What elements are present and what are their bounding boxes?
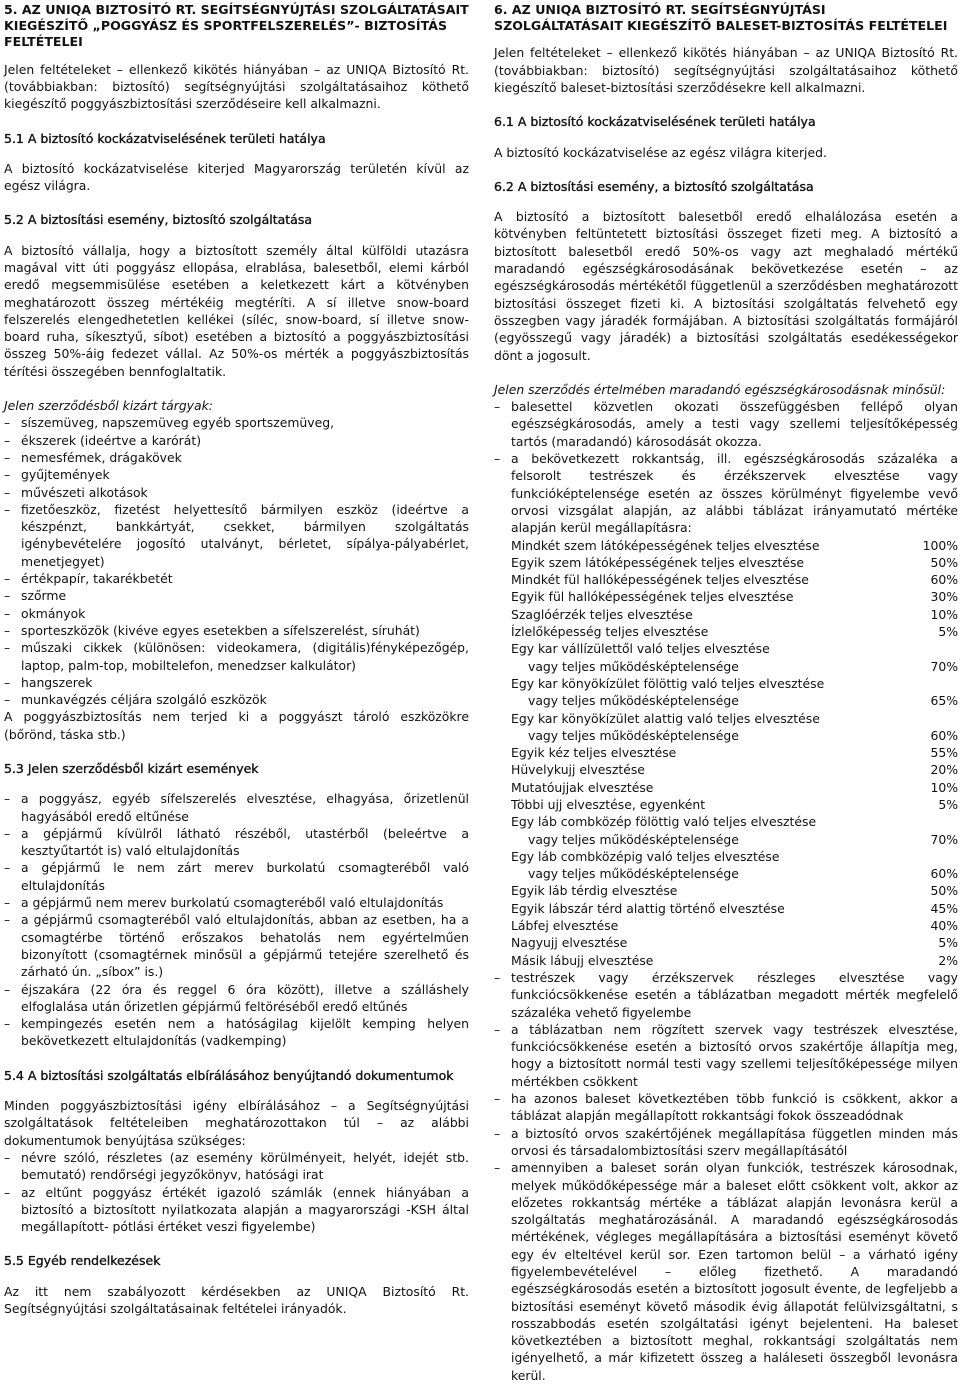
list-item: – a gépjármű kívülről látható részéből, utastérből (beleértve a kesztyűtartót is) való eltulajdonítás xyxy=(4,825,469,860)
list-item: – gyűjtemények xyxy=(4,466,469,483)
table-row-value: 65% xyxy=(930,693,958,709)
section-5-4-text: Minden poggyászbiztosítási igény elbírálásához – a Segítségnyújtási szolgáltatások feltételeiben meghatározottakon túl – az alábbi dokumentumok benyújtása szükséges: xyxy=(4,1098,469,1148)
table-row xyxy=(511,882,958,899)
list-item: – a poggyász, egyéb sífelszerelés elvesztése, elhagyása, őrizetlenül hagyásából eredő eltűnése xyxy=(4,790,469,825)
excluded-note: A poggyászbiztosítás nem terjed ki a poggyászt tároló eszközökre (bőrönd, táska stb.) xyxy=(4,709,469,742)
table-row xyxy=(511,623,958,640)
table-row-label: Egy láb combközépig való teljes elvesztése xyxy=(511,848,780,864)
excluded-items-title: Jelen szerződésből kizárt tárgyak: xyxy=(4,398,213,414)
table-row-label: Egy kar könyökízület fölöttig való teljes elvesztése xyxy=(511,675,825,691)
table-row-label: Ízlelőképesség teljes elvesztése xyxy=(511,624,709,640)
list-item-text: a bekövetkezett rokkantság, ill. egészségkárosodás százaléka a felsorolt testrészek és érzékszervek elvesztése vagy funkcióképtelensége esetén az összes körülményt figyelembe vevő orvosi vizsgálat alapján, az alábbi táblázat irányamutató mértéke alapján kerül megállapításra: xyxy=(511,451,958,536)
section-5-5-text: Az itt nem szabályozott kérdésekben az UNIQA Biztosító Rt. Segítségnyújtási szolgáltatásainak feltételei irányadók. xyxy=(4,1283,469,1317)
documents-list xyxy=(4,1149,469,1235)
list-item: – szőrme xyxy=(4,587,469,604)
right-column xyxy=(494,2,958,1384)
list-item: – amennyiben a baleset során olyan funkciók, testrészek károsodnak, melyek működőképessége már a baleset előtt csökkent volt, akkor az előzetes rokkantság mértéke a táblázat alapján levonásra kerül a szolgáltatás meghatározásánál. A maradandó egészségkárosodás mértékének, végleges megállapítására a biztosítási eseményt követő egy év elteltével kerül sor. Ezen tartomon belül – a várható igény figyelembevételével – előleg fizethető. A maradandó egészségkárosodás esetén a biztosított jogosult évente, de legfeljebb a biztosítási eseményt követő második évig állapotát felülvizsgáltatni, s rosszabbodás esetén szolgáltatási igényt bejelenteni. Ha baleset következtében a biztosított meghal, rokkantsági szolgáltatás nem igényelhető, a már kifizetett összeg a haláleseti összegből levonásra kerül. xyxy=(494,1159,958,1384)
table-row-value: 5% xyxy=(938,796,958,812)
list-item: – a biztosító orvos szakértőjének megállapítása független minden más orvosi és társadalombiztosítási szerv megállapításától xyxy=(494,1125,958,1160)
table-row-label: Mutatóujjak elvesztése xyxy=(511,779,654,795)
table-row-label: Lábfej elvesztése xyxy=(511,918,619,934)
section-5-5-title: 5.5 Egyéb rendelkezések xyxy=(4,1253,161,1269)
table-row-label: Egyik kéz teljes elvesztése xyxy=(511,745,677,761)
table-row-value: 10% xyxy=(930,779,958,795)
list-item: – testrészek vagy érzékszervek részleges elvesztése vagy funkciócsökkenése esetén a táblázatban megadott mérték megfelelő százaléka vehető figyelembe xyxy=(494,969,958,1021)
table-row-value: 60% xyxy=(930,572,958,588)
table-row-label: Szaglóérzék teljes elvesztése xyxy=(511,606,693,622)
table-row xyxy=(511,640,958,657)
table-row-label: Egyik szem látóképességének teljes elvesztése xyxy=(511,554,805,570)
list-item: – éjszakára (22 óra és reggel 6 óra között), illetve a szálláshely elfoglalása után őrizetlen gépjármű feltöréséből eredő eltűnés xyxy=(4,981,469,1016)
table-row-value: 55% xyxy=(930,745,958,761)
table-row-label: vagy teljes működésképtelensége xyxy=(528,727,739,743)
table-row-value: 50% xyxy=(930,883,958,899)
section-5-3-title: 5.3 Jelen szerződésből kizárt események xyxy=(4,761,259,776)
list-item: – sporteszközök (kivéve egyes esetekben a sífelszerelést, síruhát) xyxy=(4,622,469,639)
list-item: – ha azonos baleset következtében több funkció is csökkent, akkor a táblázat alapján megállapított rokkantsági fokok összeadódnak xyxy=(494,1090,958,1125)
list-item: – munkavégzés céljára szolgáló eszközök xyxy=(4,691,469,708)
section-5-1-text: A biztosító kockázatviselése kiterjed Magyarország területén kívül az egész világra. xyxy=(4,160,469,194)
list-item: – ékszerek (ideértve a karórát) xyxy=(4,432,469,449)
table-row xyxy=(511,588,958,605)
list-item: – értékpapír, takarékbetét xyxy=(4,570,469,587)
table-row-value: 20% xyxy=(930,762,958,778)
table-row-label: Egy kar vállízülettől való teljes elvesztése xyxy=(511,641,770,657)
excluded-items-list xyxy=(4,414,469,708)
section-5-4-title: 5.4 A biztosítási szolgáltatás elbírálásához benyújtandó dokumentumok xyxy=(4,1067,454,1083)
table-row xyxy=(511,813,958,830)
list-item: – nemesfémek, drágakövek xyxy=(4,449,469,466)
table-row xyxy=(511,848,958,865)
list-item: – művészeti alkotások xyxy=(4,484,469,501)
table-row-value: 50% xyxy=(930,554,958,570)
table-row xyxy=(511,952,958,969)
table-row-label: vagy teljes működésképtelensége xyxy=(528,693,739,709)
section-5-heading: 5. AZ UNIQA BIZTOSÍTÓ RT. SEGÍTSÉGNYÚJTÁSI SZOLGÁLTATÁSAIT KIEGÉSZÍTŐ „POGGYÁSZ ÉS SPORTFELSZERELÉS”- BIZTOSÍTÁS FELTÉTELEI xyxy=(4,2,469,50)
list-item: – a gépjármű nem merev burkolatú csomagteréből való eltulajdonítás xyxy=(4,894,469,911)
table-row xyxy=(511,917,958,934)
table-row xyxy=(511,606,958,623)
table-row-value: 70% xyxy=(930,831,958,847)
section-5-2-title: 5.2 A biztosítási esemény, biztosító szolgáltatása xyxy=(4,212,313,228)
table-row xyxy=(511,710,958,727)
table-row xyxy=(511,571,958,588)
list-item: – hangszerek xyxy=(4,674,469,691)
table-row-value: 70% xyxy=(930,658,958,674)
table-row-value: 60% xyxy=(930,727,958,743)
section-5-1-title: 5.1 A biztosító kockázatviselésének területi hatálya xyxy=(4,130,326,146)
table-row xyxy=(511,675,958,692)
table-row xyxy=(511,761,958,778)
section-6-intro: Jelen feltételeket – ellenkező kikötés hiányában – az UNIQA Biztosító Rt. (továbbiakban: biztosító) segítségnyújtási szolgáltatásaihoz köthető kiegészítő baleset-biztosítási szerződésekre kell alkalmazni. xyxy=(494,45,958,95)
list-item: – síszemüveg, napszemüveg egyéb sportszemüveg, xyxy=(4,414,469,431)
table-row-label: vagy teljes működésképtelensége xyxy=(528,658,739,674)
table-row xyxy=(511,537,958,554)
table-row-label: Egyik fül hallóképességének teljes elvesztése xyxy=(511,589,794,605)
section-5-2-text: A biztosító vállalja, hogy a biztosított személy által külföldi utazásra magával vitt úti poggyász ellopása, elrablása, balesetből, elemi kárból eredő megsemmisülése esetében a keletkezett kárt a kötvényben meghatározott összeg mértékéig megtéríti. A sí illetve snow-board felszerelés elengedhetetlen kellékei (síléc, snow-board, sí illetve snow-board ruha, síkesztyű, síbot) esetében a biztosító a poggyászbiztosítási összeg 50%-áig fedezet vállal. Az 50%-os mérték a poggyászbiztosítás térítési összegében bennfoglaltatik. xyxy=(4,242,469,379)
table-row-value: 45% xyxy=(930,900,958,916)
table-row-value: 30% xyxy=(930,589,958,605)
definition-list xyxy=(494,398,958,969)
table-row-label: Mindkét fül hallóképességének teljes elvesztése xyxy=(511,572,809,588)
table-row-continuation xyxy=(511,831,958,848)
list-item: – a gépjármű le nem zárt merev burkolatú csomagteréből való eltulajdonítás xyxy=(4,859,469,894)
table-row-label: vagy teljes működésképtelensége xyxy=(528,831,739,847)
table-row xyxy=(511,796,958,813)
table-row-label: Nagyujj elvesztése xyxy=(511,935,628,951)
list-item: – kempingezés esetén nem a hatóságilag kijelölt kemping helyen bekövetkezett eltulajdonítás (vadkemping) xyxy=(4,1015,469,1050)
table-row-continuation xyxy=(511,865,958,882)
table-row-value: 60% xyxy=(930,866,958,882)
table-row-value: 40% xyxy=(930,918,958,934)
list-item: – műszaki cikkek (különösen: videokamera, (digitális)fényképezőgép, laptop, palm-top, mobiltelefon, menedzser kalkulátor) xyxy=(4,639,469,674)
table-row xyxy=(511,934,958,951)
table-row-label: Egyik lábszár térd alattig történő elvesztése xyxy=(511,900,785,916)
list-item: – az eltűnt poggyász értékét igazoló számlák (ennek hiányában a biztosító a biztosított nyilatkozata alapján a magyarországi -KSH által megállapított- pótlási értéket veszi figyelembe) xyxy=(4,1184,469,1236)
section-6-1-text: A biztosító kockázatviselése az egész világra kiterjed. xyxy=(494,144,827,160)
table-row-value: 10% xyxy=(930,606,958,622)
table-row xyxy=(511,744,958,761)
list-item: – névre szóló, részletes (az esemény körülményeit, helyét, idejét stb. bemutató) rendőrségi jegyzőkönyv, hatósági irat xyxy=(4,1149,469,1184)
table-row-continuation xyxy=(511,692,958,709)
table-row-value: 5% xyxy=(938,624,958,640)
table-row-label: vagy teljes működésképtelensége xyxy=(528,866,739,882)
table-row-label: Hüvelykujj elvesztése xyxy=(511,762,645,778)
table-row-value: 100% xyxy=(922,537,958,553)
table-row-value: 2% xyxy=(938,952,958,968)
section-6-2-text: A biztosító a biztosított balesetből eredő elhalálozása esetén a kötvényben feltüntetett biztosítási összeget fizeti meg. A biztosító a biztosított balesetből eredő 50%-os vagy azt meghaladó mértékű maradandó egészségkárosodásának bekövetkezése esetén – az egészségkárosodás mértékétől függetlenül a szerződésben meghatározott biztosítási összeget fizeti ki. A biztosítási szolgáltatás felvehető egy összegben vagy járadék formájában. A biztosítási szolgáltatás formájáról (egyösszegű vagy járadék) a biztosítási szolgáltatás esedékességekor dönt a jogosult. xyxy=(494,209,958,363)
section-5-intro: Jelen feltételeket – ellenkező kikötés hiányában – az UNIQA Biztosító Rt. (továbbiakban: biztosító) segítségnyújtási szolgáltatásaihoz köthető kiegészítő poggyászbiztosítási szerződéseire kell alkalmazni. xyxy=(4,61,469,112)
table-row-value: 5% xyxy=(938,935,958,951)
table-row-label: Másik lábujj elvesztése xyxy=(511,952,654,968)
table-row xyxy=(511,900,958,917)
definition-title: Jelen szerződés értelmében maradandó egészségkárosodásnak minősül: xyxy=(494,381,946,397)
list-item: – a táblázatban nem rögzített szervek vagy testrészek elvesztése, funkciócsökkenése esetén a biztosító orvos szakértője állapítja meg, hogy a biztosított normál testi vagy szellemi teljesítőképessége milyen mértékben csökkent xyxy=(494,1021,958,1090)
section-6-1-title: 6.1 A biztosító kockázatviselésének területi hatálya xyxy=(494,114,816,130)
left-column xyxy=(4,2,469,1317)
list-item: – okmányok xyxy=(4,605,469,622)
list-item xyxy=(494,450,958,969)
table-row-continuation xyxy=(511,727,958,744)
list-item: – a gépjármű csomagteréből való eltulajdonítás, abban az esetben, ha a csomagtérbe történő erőszakos behatolás nem egyértelműen bizonyított (csomagtérnek minősül a gépjármű tetejére szerelhető és zárható ún. „síbox” is.) xyxy=(4,911,469,980)
table-row-label: Egy láb combközép fölöttig való teljes elvesztése xyxy=(511,814,817,830)
section-6-heading: 6. AZ UNIQA BIZTOSÍTÓ RT. SEGÍTSÉGNYÚJTÁSI SZOLGÁLTATÁSAIT KIEGÉSZÍTŐ BALESET-BIZTOSÍTÁS FELTÉTELEI xyxy=(494,2,948,34)
list-item: – fizetőeszköz, fizetést helyettesítő bármilyen eszköz (ideértve a készpénzt, bankkártyát, csekket, bármilyen szolgáltatás igénybevételére jogosító utalványt, bérletet, sípálya-pályabérlet, menetjegyet) xyxy=(4,501,469,570)
table-row-label: Mindkét szem látóképességének teljes elvesztése xyxy=(511,537,820,553)
rules-list xyxy=(494,969,958,1384)
disability-table xyxy=(511,537,958,969)
table-row-label: Többi ujj elvesztése, egyenként xyxy=(511,796,706,812)
table-row xyxy=(511,779,958,796)
section-6-2-title: 6.2 A biztosítási esemény, a biztosító szolgáltatása xyxy=(494,178,814,194)
table-row-label: Egy kar könyökízület alattig való teljes elvesztése xyxy=(511,710,820,726)
list-item: – balesettel közvetlen okozati összefüggésben fellépő olyan egészségkárosodás, amely a testi vagy szellemi teljesítőképesség tartós (maradandó) károsodását okozza. xyxy=(494,398,958,450)
table-row-label: Egyik láb térdig elvesztése xyxy=(511,883,678,899)
excluded-events-list xyxy=(4,790,469,1049)
table-row xyxy=(511,554,958,571)
table-row-continuation xyxy=(511,658,958,675)
